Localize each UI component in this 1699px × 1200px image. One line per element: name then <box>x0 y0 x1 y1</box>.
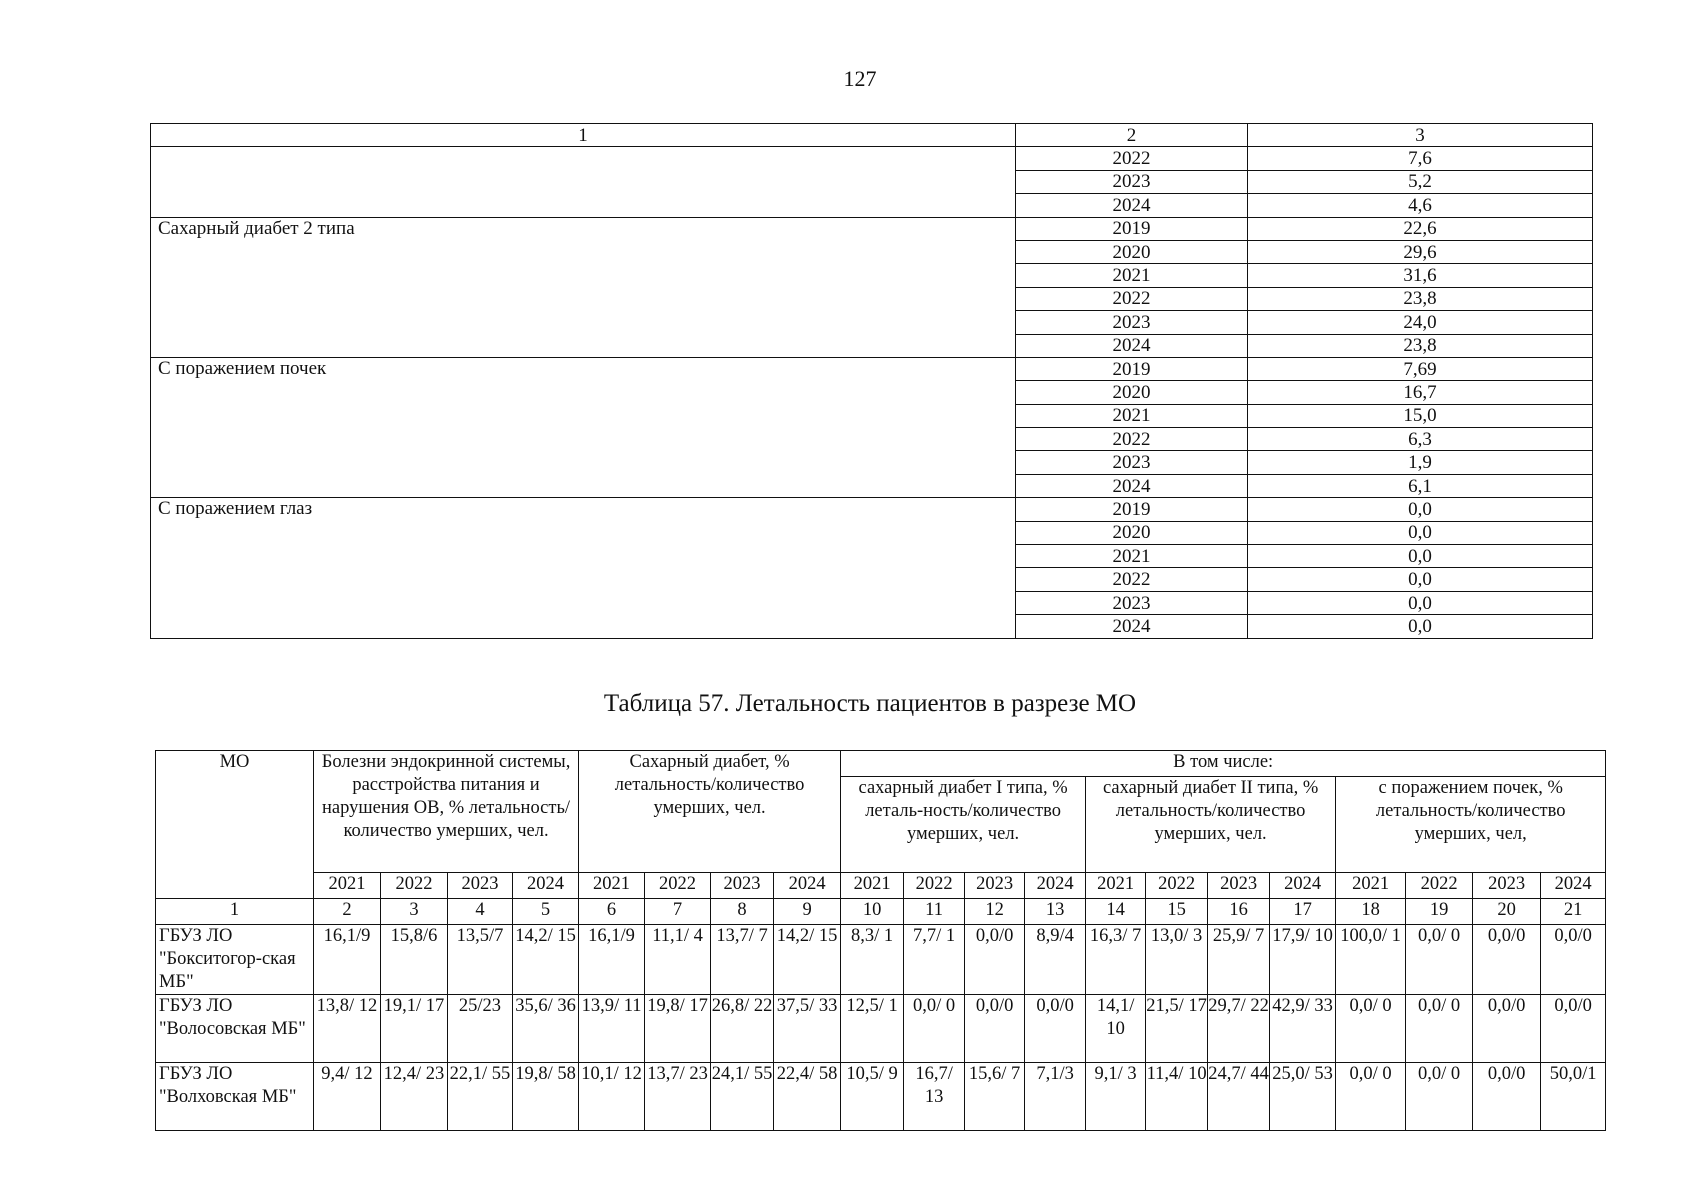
indicator-label: С поражением почек <box>151 357 1016 497</box>
column-number: 5 <box>513 899 579 925</box>
data-cell: 22,1/ 55 <box>448 1063 513 1131</box>
data-cell: 15,8/6 <box>381 925 448 995</box>
col-diabetes-type2-header: сахарный диабет II типа, % летальность/количество умерших, чел. <box>1086 777 1336 873</box>
data-cell: 16,3/ 7 <box>1086 925 1146 995</box>
indicator-row <box>151 217 1593 240</box>
data-cell: 0,0/ 0 <box>1406 995 1473 1063</box>
value-cell: 6,1 <box>1248 474 1593 497</box>
indicator-header-cell: 3 <box>1248 124 1593 147</box>
header-row-1 <box>156 751 1606 777</box>
value-cell: 22,6 <box>1248 217 1593 240</box>
value-cell: 4,6 <box>1248 194 1593 217</box>
data-cell: 10,5/ 9 <box>841 1063 904 1131</box>
value-cell: 0,0 <box>1248 545 1593 568</box>
table-row <box>156 1063 1606 1131</box>
year-header: 2021 <box>1336 873 1406 899</box>
value-cell: 23,8 <box>1248 287 1593 310</box>
data-cell: 10,1/ 12 <box>579 1063 645 1131</box>
indicator-header-row <box>151 124 1593 147</box>
data-cell: 11,1/ 4 <box>645 925 711 995</box>
table-caption: Таблица 57. Летальность пациентов в разрезе МО <box>603 690 1137 717</box>
year-header: 2024 <box>1270 873 1336 899</box>
column-number: 20 <box>1473 899 1541 925</box>
data-cell: 12,5/ 1 <box>841 995 904 1063</box>
col-diabetes-header: Сахарный диабет, % летальность/количество умерших, чел. <box>579 751 841 873</box>
year-header: 2022 <box>381 873 448 899</box>
data-cell: 24,1/ 55 <box>711 1063 774 1131</box>
year-cell: 2024 <box>1016 615 1248 638</box>
data-cell: 25/23 <box>448 995 513 1063</box>
data-cell: 100,0/ 1 <box>1336 925 1406 995</box>
value-cell: 0,0 <box>1248 568 1593 591</box>
year-cell: 2019 <box>1016 498 1248 521</box>
year-cell: 2023 <box>1016 311 1248 334</box>
data-cell: 7,1/3 <box>1025 1063 1086 1131</box>
data-cell: 42,9/ 33 <box>1270 995 1336 1063</box>
data-cell: 35,6/ 36 <box>513 995 579 1063</box>
col-endocrine-header: Болезни эндокринной системы, расстройства питания и нарушения ОВ, % летальность/количество умерших, чел. <box>314 751 579 873</box>
value-cell: 31,6 <box>1248 264 1593 287</box>
page-number: 127 <box>843 66 877 91</box>
column-number: 4 <box>448 899 513 925</box>
col-kidney-header: с поражением почек, % летальность/количество умерших, чел, <box>1336 777 1606 873</box>
data-cell: 19,8/ 17 <box>645 995 711 1063</box>
year-cell: 2022 <box>1016 568 1248 591</box>
data-cell: 13,9/ 11 <box>579 995 645 1063</box>
indicator-row <box>151 357 1593 380</box>
year-header: 2024 <box>1025 873 1086 899</box>
indicator-label <box>151 147 1016 217</box>
data-cell: 12,4/ 23 <box>381 1063 448 1131</box>
column-number: 1 <box>156 899 314 925</box>
year-cell: 2023 <box>1016 591 1248 614</box>
table-row <box>156 995 1606 1063</box>
column-number: 19 <box>1406 899 1473 925</box>
column-number: 6 <box>579 899 645 925</box>
data-cell: 0,0/ 0 <box>904 995 965 1063</box>
data-cell: 50,0/1 <box>1541 1063 1606 1131</box>
data-cell: 24,7/ 44 <box>1208 1063 1270 1131</box>
year-header: 2022 <box>1146 873 1208 899</box>
indicator-row <box>151 147 1593 170</box>
year-cell: 2020 <box>1016 381 1248 404</box>
year-cell: 2020 <box>1016 240 1248 263</box>
column-number: 12 <box>965 899 1025 925</box>
year-cell: 2019 <box>1016 357 1248 380</box>
data-cell: 16,1/9 <box>579 925 645 995</box>
column-number-row <box>156 899 1606 925</box>
data-cell: 0,0/0 <box>1473 995 1541 1063</box>
indicator-row <box>151 498 1593 521</box>
value-cell: 7,6 <box>1248 147 1593 170</box>
value-cell: 5,2 <box>1248 170 1593 193</box>
year-header: 2022 <box>645 873 711 899</box>
value-cell: 0,0 <box>1248 615 1593 638</box>
data-cell: 29,7/ 22 <box>1208 995 1270 1063</box>
column-number: 10 <box>841 899 904 925</box>
data-cell: 37,5/ 33 <box>774 995 841 1063</box>
column-number: 2 <box>314 899 381 925</box>
col-diabetes-type1-header: сахарный диабет I типа, % леталь-ность/количество умерших, чел. <box>841 777 1086 873</box>
year-header: 2023 <box>965 873 1025 899</box>
column-number: 16 <box>1208 899 1270 925</box>
value-cell: 0,0 <box>1248 498 1593 521</box>
table-row <box>156 925 1606 995</box>
column-number: 13 <box>1025 899 1086 925</box>
data-cell: 8,9/4 <box>1025 925 1086 995</box>
mortality-table <box>155 750 1606 1131</box>
year-cell: 2022 <box>1016 287 1248 310</box>
data-cell: 13,0/ 3 <box>1146 925 1208 995</box>
year-header: 2021 <box>1086 873 1146 899</box>
data-cell: 9,1/ 3 <box>1086 1063 1146 1131</box>
data-cell: 25,0/ 53 <box>1270 1063 1336 1131</box>
value-cell: 1,9 <box>1248 451 1593 474</box>
data-cell: 0,0/0 <box>1541 995 1606 1063</box>
value-cell: 24,0 <box>1248 311 1593 334</box>
data-cell: 9,4/ 12 <box>314 1063 381 1131</box>
data-cell: 0,0/0 <box>965 995 1025 1063</box>
value-cell: 23,8 <box>1248 334 1593 357</box>
data-cell: 13,7/ 23 <box>645 1063 711 1131</box>
data-cell: 11,4/ 10 <box>1146 1063 1208 1131</box>
value-cell: 0,0 <box>1248 521 1593 544</box>
data-cell: 8,3/ 1 <box>841 925 904 995</box>
column-number: 21 <box>1541 899 1606 925</box>
year-header: 2021 <box>314 873 381 899</box>
value-cell: 6,3 <box>1248 428 1593 451</box>
data-cell: 19,8/ 58 <box>513 1063 579 1131</box>
year-header: 2021 <box>841 873 904 899</box>
indicator-header-cell: 2 <box>1016 124 1248 147</box>
column-number: 15 <box>1146 899 1208 925</box>
data-cell: 0,0/0 <box>1473 1063 1541 1131</box>
data-cell: 0,0/0 <box>965 925 1025 995</box>
value-cell: 15,0 <box>1248 404 1593 427</box>
year-cell: 2019 <box>1016 217 1248 240</box>
column-number: 7 <box>645 899 711 925</box>
data-cell: 25,9/ 7 <box>1208 925 1270 995</box>
year-header: 2022 <box>1406 873 1473 899</box>
year-cell: 2024 <box>1016 334 1248 357</box>
year-header: 2023 <box>1208 873 1270 899</box>
data-cell: 16,7/ 13 <box>904 1063 965 1131</box>
year-cell: 2021 <box>1016 545 1248 568</box>
column-number: 14 <box>1086 899 1146 925</box>
col-mo-header: МО <box>156 751 314 899</box>
data-cell: 15,6/ 7 <box>965 1063 1025 1131</box>
value-cell: 16,7 <box>1248 381 1593 404</box>
year-cell: 2023 <box>1016 451 1248 474</box>
data-cell: 19,1/ 17 <box>381 995 448 1063</box>
value-cell: 7,69 <box>1248 357 1593 380</box>
data-cell: 0,0/0 <box>1541 925 1606 995</box>
column-number: 9 <box>774 899 841 925</box>
indicator-label: Сахарный диабет 2 типа <box>151 217 1016 357</box>
year-header: 2024 <box>513 873 579 899</box>
data-cell: 13,7/ 7 <box>711 925 774 995</box>
data-cell: 0,0/ 0 <box>1406 1063 1473 1131</box>
year-header: 2022 <box>904 873 965 899</box>
value-cell: 29,6 <box>1248 240 1593 263</box>
year-cell: 2023 <box>1016 170 1248 193</box>
mo-name: ГБУЗ ЛО "Волосовская МБ" <box>156 995 314 1063</box>
data-cell: 7,7/ 1 <box>904 925 965 995</box>
indicator-table-body <box>151 124 1593 639</box>
year-cell: 2024 <box>1016 474 1248 497</box>
year-header: 2024 <box>774 873 841 899</box>
data-cell: 21,5/ 17 <box>1146 995 1208 1063</box>
year-header: 2023 <box>711 873 774 899</box>
year-header: 2023 <box>1473 873 1541 899</box>
mortality-table-body <box>156 925 1606 1131</box>
data-cell: 0,0/0 <box>1473 925 1541 995</box>
data-cell: 17,9/ 10 <box>1270 925 1336 995</box>
column-number: 18 <box>1336 899 1406 925</box>
indicator-label: С поражением глаз <box>151 498 1016 638</box>
year-cell: 2022 <box>1016 428 1248 451</box>
year-cell: 2021 <box>1016 264 1248 287</box>
year-header: 2023 <box>448 873 513 899</box>
column-number: 11 <box>904 899 965 925</box>
data-cell: 14,1/ 10 <box>1086 995 1146 1063</box>
data-cell: 14,2/ 15 <box>513 925 579 995</box>
indicator-header-cell: 1 <box>151 124 1016 147</box>
mo-name: ГБУЗ ЛО "Волховская МБ" <box>156 1063 314 1131</box>
year-cell: 2020 <box>1016 521 1248 544</box>
column-number: 17 <box>1270 899 1336 925</box>
year-cell: 2021 <box>1016 404 1248 427</box>
year-cell: 2024 <box>1016 194 1248 217</box>
data-cell: 13,5/7 <box>448 925 513 995</box>
col-including-header: В том числе: <box>841 751 1606 777</box>
data-cell: 0,0/ 0 <box>1336 995 1406 1063</box>
data-cell: 22,4/ 58 <box>774 1063 841 1131</box>
year-cell: 2022 <box>1016 147 1248 170</box>
data-cell: 13,8/ 12 <box>314 995 381 1063</box>
column-number: 8 <box>711 899 774 925</box>
data-cell: 26,8/ 22 <box>711 995 774 1063</box>
data-cell: 0,0/ 0 <box>1336 1063 1406 1131</box>
year-header: 2024 <box>1541 873 1606 899</box>
mo-name: ГБУЗ ЛО "Бокситогор-ская МБ" <box>156 925 314 995</box>
year-header-row <box>156 873 1606 899</box>
indicator-table <box>150 123 1593 639</box>
column-number: 3 <box>381 899 448 925</box>
value-cell: 0,0 <box>1248 591 1593 614</box>
data-cell: 0,0/0 <box>1025 995 1086 1063</box>
data-cell: 0,0/ 0 <box>1406 925 1473 995</box>
year-header: 2021 <box>579 873 645 899</box>
data-cell: 14,2/ 15 <box>774 925 841 995</box>
data-cell: 16,1/9 <box>314 925 381 995</box>
